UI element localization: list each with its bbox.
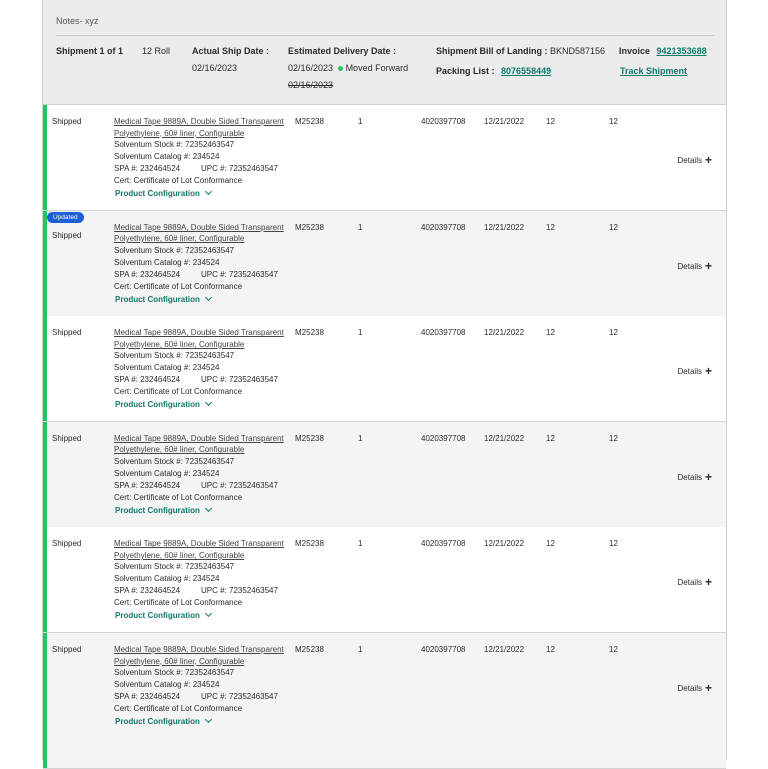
plus-icon: +: [704, 575, 712, 590]
order-number: 4020397708: [421, 328, 466, 338]
catalog-number: Solventum Catalog #: 234524: [114, 152, 220, 161]
packing-label: Packing List :: [436, 66, 495, 76]
product-configuration-toggle[interactable]: [115, 189, 211, 198]
quantity: 1: [358, 222, 363, 232]
plus-icon: +: [704, 258, 712, 273]
row-accent-bar: [43, 527, 47, 632]
details-button[interactable]: [678, 258, 712, 272]
upc-number: UPC #: 72352463547: [201, 164, 278, 173]
catalog-number: Solventum Catalog #: 234524: [114, 574, 220, 584]
certificate-text: Cert: Certificate of Lot Conformance: [114, 704, 243, 713]
product-description-link[interactable]: Medical Tape 9889A, Double Sided Transparent Polyethylene, 60# liner, Configurable: [114, 222, 284, 244]
stock-number: Solventum Stock #: 72352463547: [114, 562, 235, 572]
chevron-down-icon: [205, 716, 212, 723]
bol-row: [436, 46, 605, 56]
row-accent-bar: [43, 105, 47, 210]
shipment-roll: 12 Roll: [142, 46, 171, 56]
shipped-count: 12: [609, 539, 618, 549]
shipment-count: Shipment 1 of 1: [56, 46, 124, 56]
product-configuration-toggle[interactable]: [115, 717, 211, 726]
plus-icon: +: [704, 469, 712, 484]
order-number: 4020397708: [421, 645, 466, 654]
row-status: Shipped: [52, 645, 82, 654]
material-number: M25238: [295, 222, 324, 232]
plus-icon: +: [704, 681, 712, 695]
product-configuration-toggle[interactable]: [115, 400, 211, 409]
spa-number: SPA #: 232464524: [114, 480, 181, 490]
table-row: [43, 316, 726, 422]
details-label: Details: [677, 156, 702, 165]
upc-number: UPC #: 72352463547: [201, 692, 278, 701]
est-delivery-value: 02/16/2023: [288, 63, 334, 73]
row-status: Shipped: [52, 230, 82, 240]
product-description-link[interactable]: Medical Tape 9889A, Double Sided Transparent Polyethylene, 60# liner, Configurable: [114, 539, 284, 560]
spa-number: SPA #: 232464524: [114, 692, 181, 701]
order-date: 12/21/2022: [484, 539, 525, 549]
spa-number: SPA #: 232464524: [114, 164, 181, 173]
material-number: M25238: [295, 645, 324, 654]
row-accent-bar: [43, 422, 47, 527]
order-date: 12/21/2022: [484, 222, 525, 232]
upc-number: UPC #: 72352463547: [201, 480, 278, 490]
row-status: Shipped: [52, 433, 82, 443]
certificate-text: Cert: Certificate of Lot Conformance: [114, 598, 243, 608]
plus-icon: +: [704, 153, 712, 167]
plus-icon: +: [704, 364, 712, 379]
chevron-down-icon: [205, 505, 212, 512]
ordered-count: 12: [546, 117, 555, 126]
ordered-count: 12: [546, 328, 555, 338]
row-status: Shipped: [52, 328, 82, 338]
est-delivery-label: Estimated Delivery Date :: [288, 46, 397, 56]
catalog-number: Solventum Catalog #: 234524: [114, 257, 220, 267]
delivery-status: Moved Forward: [345, 63, 409, 73]
ordered-count: 12: [546, 539, 555, 549]
upc-number: UPC #: 72352463547: [201, 586, 278, 596]
catalog-number: Solventum Catalog #: 234524: [114, 363, 220, 373]
product-configuration-label: Product Configuration: [115, 294, 200, 304]
catalog-number: Solventum Catalog #: 234524: [114, 680, 220, 689]
quantity: 1: [358, 645, 363, 654]
table-row: [43, 422, 726, 528]
shipped-count: 12: [609, 433, 618, 443]
material-number: M25238: [295, 539, 324, 549]
details-button[interactable]: [678, 363, 712, 377]
product-description-link[interactable]: Medical Tape 9889A, Double Sided Transparent Polyethylene, 60# liner, Configurable: [114, 645, 284, 666]
product-configuration-label: Product Configuration: [115, 189, 200, 198]
material-number: M25238: [295, 117, 324, 126]
certificate-text: Cert: Certificate of Lot Conformance: [114, 492, 243, 502]
stock-number: Solventum Stock #: 72352463547: [114, 456, 235, 466]
quantity: 1: [358, 539, 363, 549]
catalog-number: Solventum Catalog #: 234524: [114, 468, 220, 478]
row-accent-bar: [43, 738, 47, 768]
stock-number: Solventum Stock #: 72352463547: [114, 140, 235, 149]
old-delivery-date: 02/16/2023: [288, 80, 334, 90]
quantity: 1: [358, 328, 363, 338]
packing-list-link[interactable]: 8076558449: [501, 66, 552, 76]
notes-text: Notes- xyz: [56, 16, 99, 26]
row-accent-bar: [43, 211, 47, 316]
actual-ship-value: 02/16/2023: [192, 63, 238, 73]
material-number: M25238: [295, 328, 324, 338]
spa-number: SPA #: 232464524: [114, 375, 181, 385]
spa-number: SPA #: 232464524: [114, 269, 181, 279]
order-number: 4020397708: [421, 433, 466, 443]
chevron-down-icon: [205, 188, 212, 195]
order-date: 12/21/2022: [484, 117, 525, 126]
order-number: 4020397708: [421, 117, 466, 126]
product-configuration-label: Product Configuration: [115, 505, 200, 515]
table-row: [43, 633, 726, 739]
invoice-row: [619, 46, 707, 56]
quantity: 1: [358, 117, 363, 126]
product-configuration-label: Product Configuration: [115, 611, 200, 621]
details-label: Details: [677, 472, 702, 482]
product-description-link[interactable]: Medical Tape 9889A, Double Sided Transparent Polyethylene, 60# liner, Configurable: [114, 433, 284, 455]
spa-number: SPA #: 232464524: [114, 586, 181, 596]
details-button[interactable]: [678, 152, 712, 166]
product-description-link[interactable]: Medical Tape 9889A, Double Sided Transparent Polyethylene, 60# liner, Configurable: [114, 117, 284, 138]
details-button[interactable]: [678, 680, 712, 694]
est-delivery-row: [288, 63, 408, 73]
product-configuration-label: Product Configuration: [115, 717, 200, 726]
chevron-down-icon: [205, 399, 212, 406]
stock-number: Solventum Stock #: 72352463547: [114, 245, 235, 255]
stock-number: Solventum Stock #: 72352463547: [114, 351, 235, 361]
product-configuration-label: Product Configuration: [115, 400, 200, 410]
order-number: 4020397708: [421, 222, 466, 232]
ordered-count: 12: [546, 645, 555, 654]
product-configuration-toggle[interactable]: [115, 506, 211, 515]
updated-badge: Updated: [47, 212, 84, 223]
header-divider: [56, 35, 714, 36]
table-row: [43, 527, 726, 633]
quantity: 1: [358, 433, 363, 443]
product-description-link[interactable]: Medical Tape 9889A, Double Sided Transparent Polyethylene, 60# liner, Configurable: [114, 328, 284, 349]
packing-row: [436, 66, 551, 76]
invoice-link[interactable]: 9421353688: [656, 46, 707, 56]
bol-value: BKND587156: [550, 46, 606, 56]
shipped-count: 12: [609, 645, 618, 654]
details-label: Details: [677, 261, 702, 271]
certificate-text: Cert: Certificate of Lot Conformance: [114, 387, 243, 397]
table-row: [43, 105, 726, 211]
certificate-text: Cert: Certificate of Lot Conformance: [114, 281, 243, 291]
actual-ship-label: Actual Ship Date :: [192, 46, 270, 56]
certificate-text: Cert: Certificate of Lot Conformance: [114, 176, 243, 185]
chevron-down-icon: [205, 610, 212, 617]
order-date: 12/21/2022: [484, 645, 525, 654]
shipped-count: 12: [609, 222, 618, 232]
table-row: [43, 211, 726, 317]
product-configuration-toggle[interactable]: [115, 611, 211, 620]
shipment-header: [43, 0, 726, 105]
details-button[interactable]: [678, 469, 712, 483]
product-configuration-toggle[interactable]: [115, 295, 211, 304]
ordered-count: 12: [546, 222, 555, 232]
bol-label: Shipment Bill of Landing :: [436, 46, 548, 56]
upc-number: UPC #: 72352463547: [201, 269, 278, 279]
upc-number: UPC #: 72352463547: [201, 375, 278, 385]
track-shipment-link[interactable]: Track Shipment: [620, 66, 688, 76]
status-dot-icon: [338, 66, 343, 71]
details-label: Details: [677, 684, 702, 693]
row-status: Shipped: [52, 117, 82, 126]
details-label: Details: [677, 578, 702, 588]
table-row-partial: [43, 738, 726, 769]
row-accent-bar: [43, 633, 47, 738]
ordered-count: 12: [546, 433, 555, 443]
stock-number: Solventum Stock #: 72352463547: [114, 668, 235, 677]
shipment-panel: [42, 0, 727, 760]
invoice-label: Invoice: [619, 46, 651, 56]
order-date: 12/21/2022: [484, 328, 525, 338]
row-status: Shipped: [52, 539, 82, 549]
row-accent-bar: [43, 316, 47, 421]
chevron-down-icon: [205, 294, 212, 301]
material-number: M25238: [295, 433, 324, 443]
order-date: 12/21/2022: [484, 433, 525, 443]
details-button[interactable]: [678, 574, 712, 588]
order-number: 4020397708: [421, 539, 466, 549]
shipped-count: 12: [609, 117, 618, 126]
shipped-count: 12: [609, 328, 618, 338]
details-label: Details: [677, 367, 702, 377]
